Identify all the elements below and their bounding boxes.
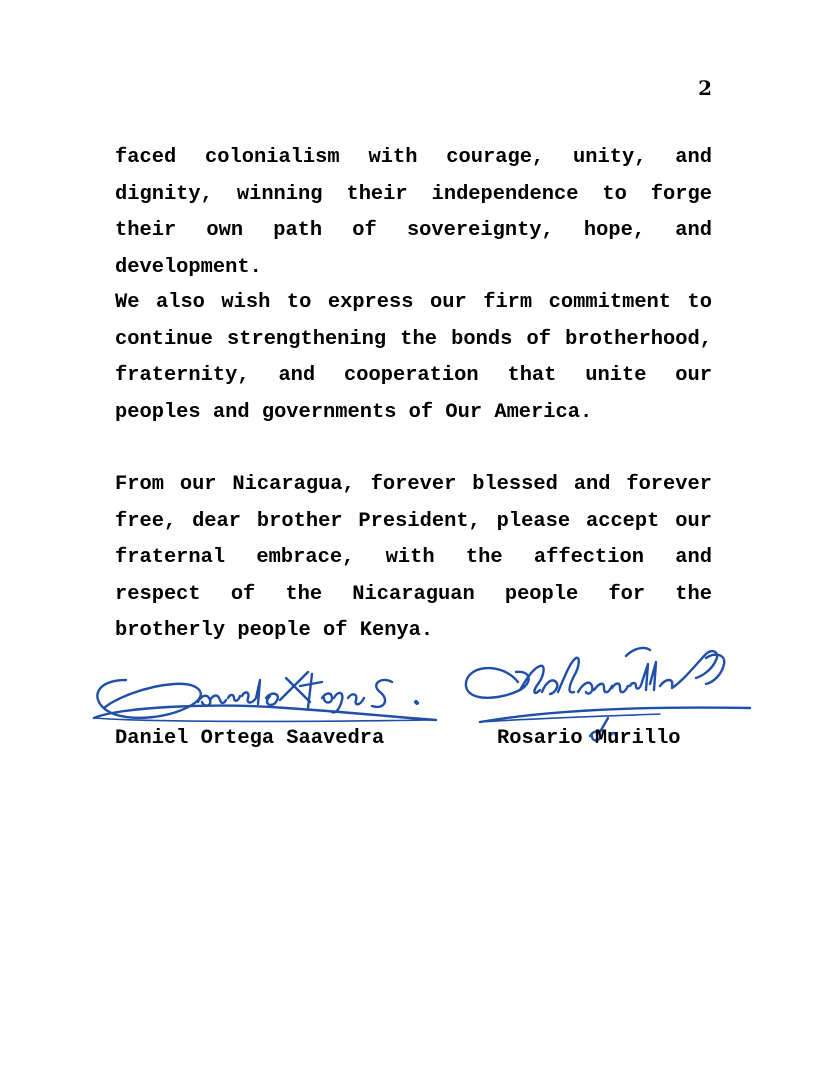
letter-paragraph-2: We also wish to express our firm commitment to continue strengthening the bonds of brotherhood, fraternity, and cooperation that unite our peoples and governments of Our America. <box>115 291 712 424</box>
signatory-name-right: Rosario Murillo <box>497 727 681 750</box>
signatory-name-left: Daniel Ortega Saavedra <box>115 727 385 750</box>
signature-daniel-ortega <box>86 658 441 728</box>
letter-paragraph-3: From our Nicaragua, forever blessed and forever free, dear brother President, please accept our fraternal embrace, with the affection and respect of the Nicaraguan people for the brotherly people of Kenya. <box>115 473 712 642</box>
letter-paragraph-1: faced colonialism with courage, unity, and dignity, winning their independence to forge their own path of sovereignty, hope, and development. <box>115 146 712 279</box>
page-number: 2 <box>698 76 712 100</box>
